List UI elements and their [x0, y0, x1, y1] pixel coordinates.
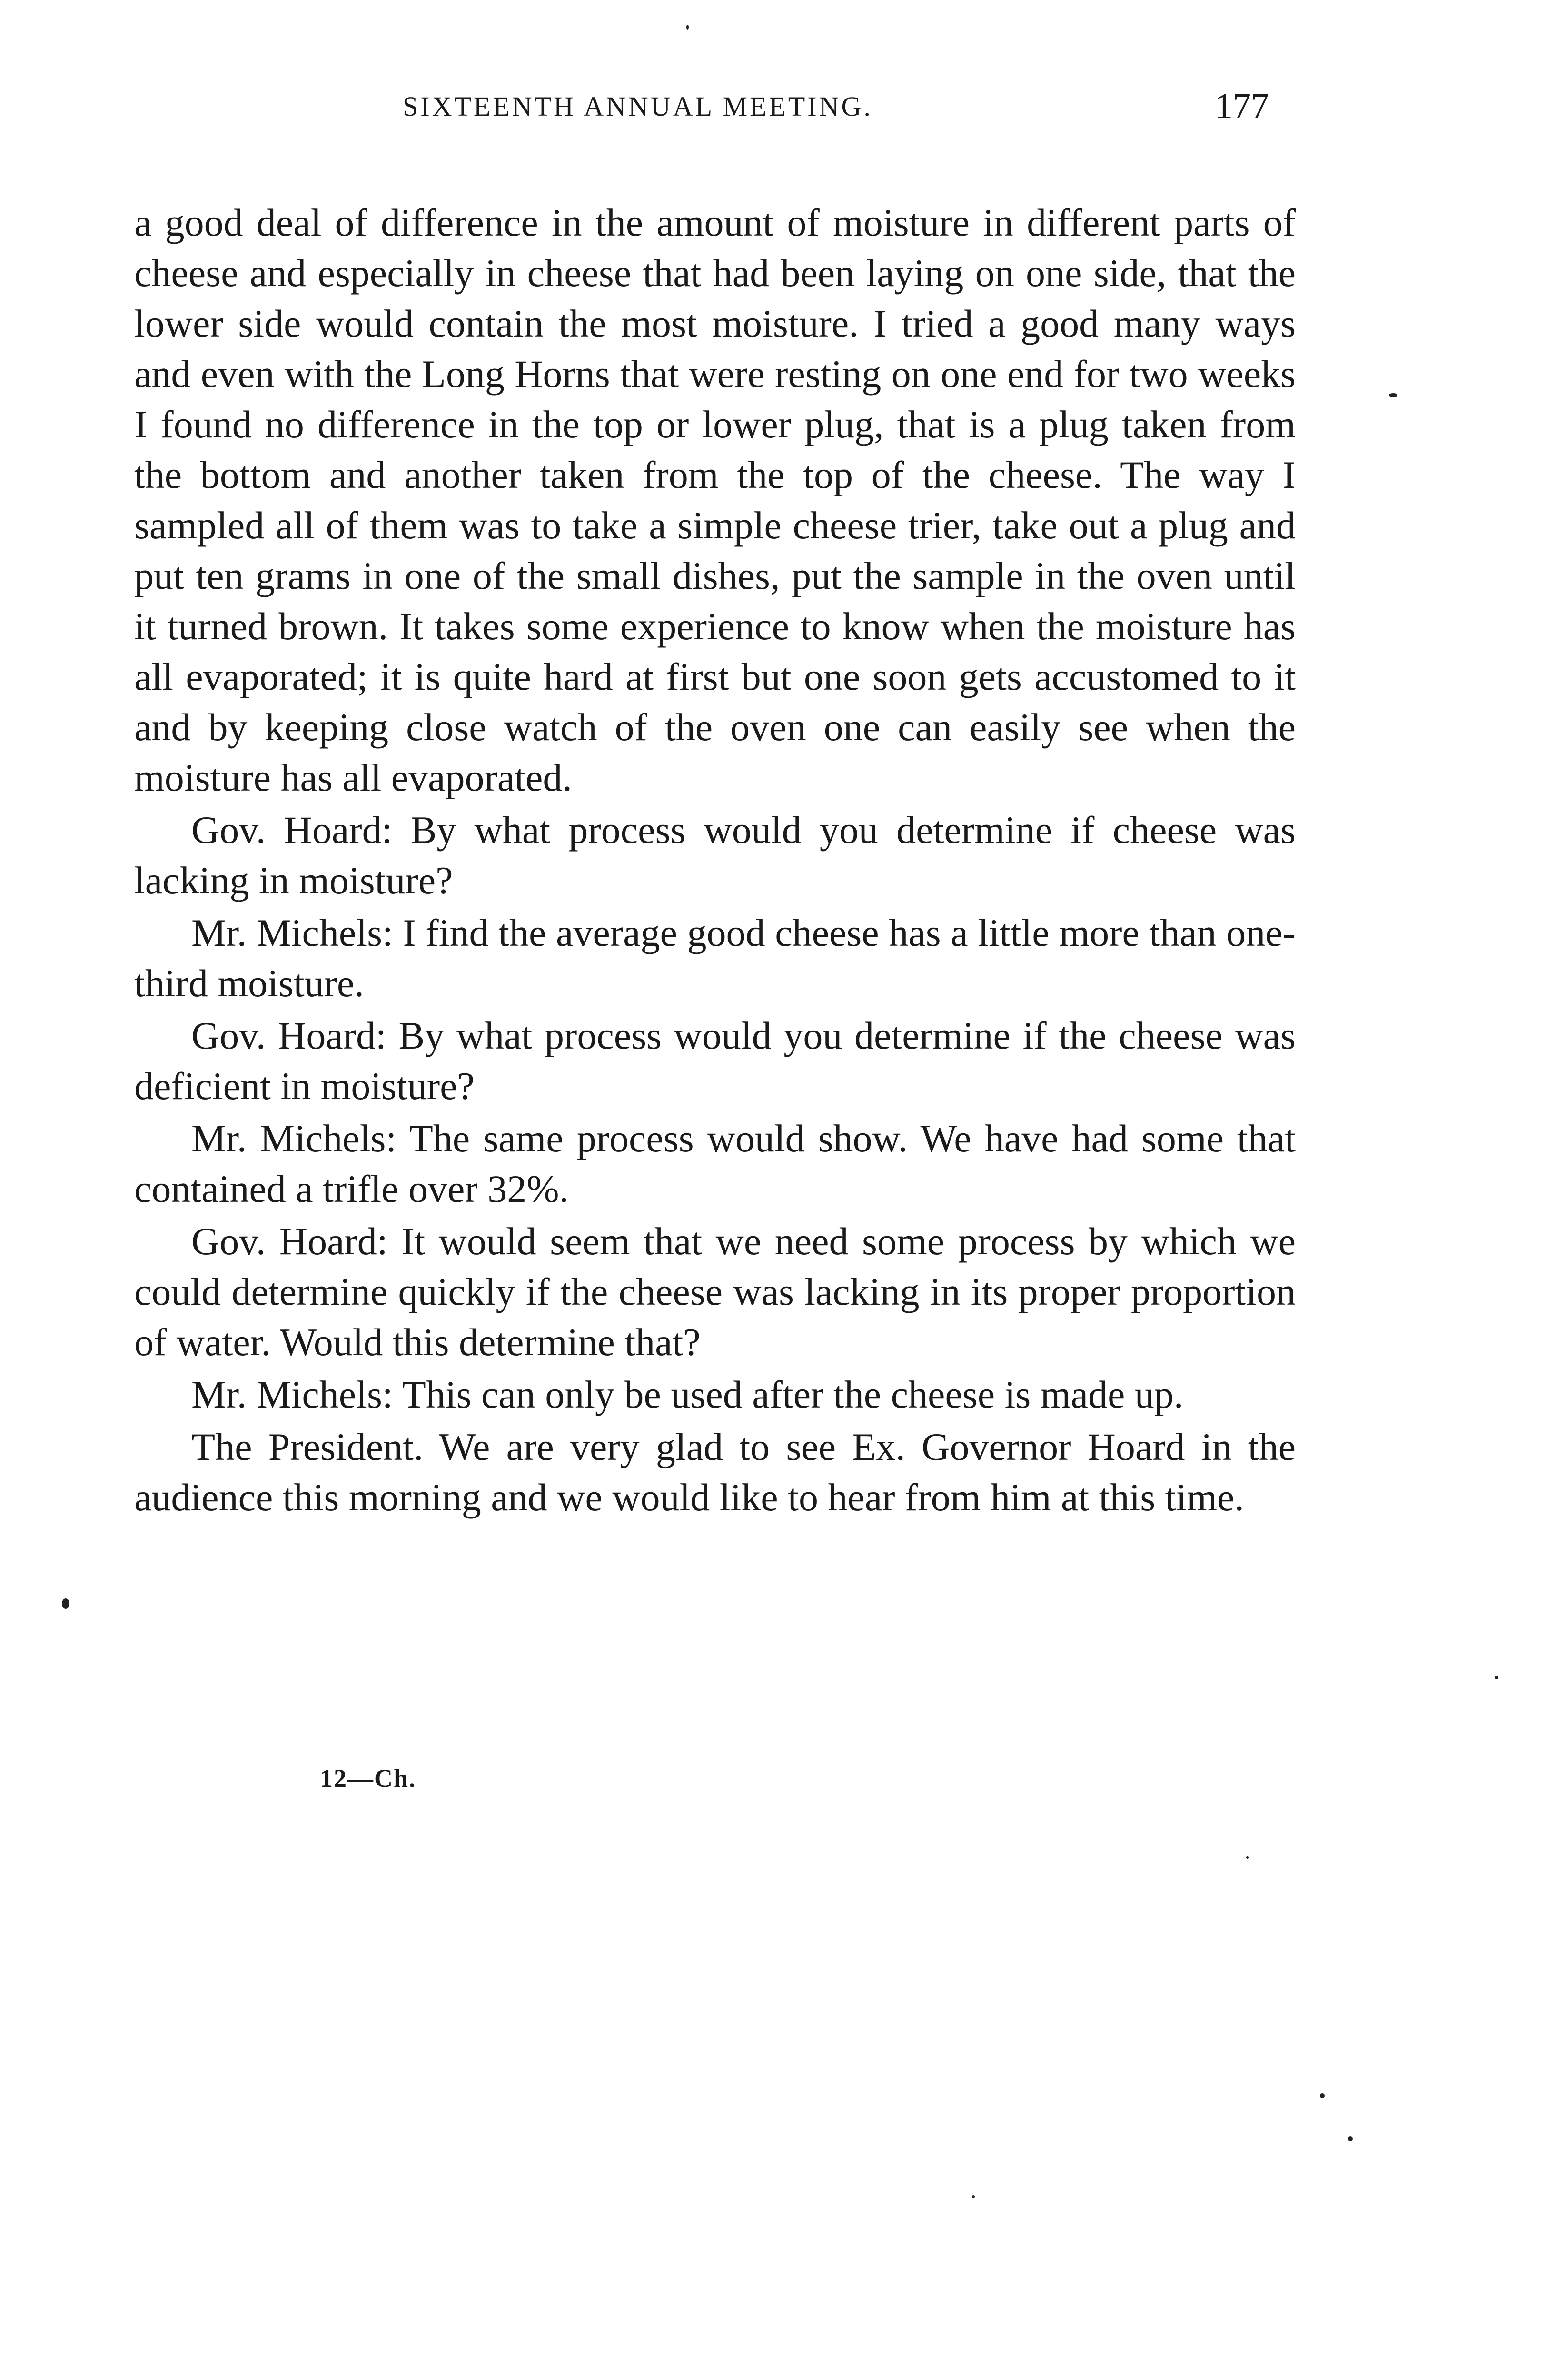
body-text — [134, 198, 1296, 1525]
scan-speck — [686, 25, 689, 30]
scan-speck — [1246, 1856, 1249, 1859]
running-head: SIXTEENTH ANNUAL MEETING. — [403, 91, 873, 122]
scan-speck — [972, 2195, 975, 2198]
paragraph-president: The President. We are very glad to see Ex. Governor Hoard in the audience this morning and we would like to hear from him at this time. — [134, 1425, 1296, 1519]
page-number: 177 — [1215, 86, 1269, 126]
scan-speck — [1320, 2093, 1325, 2098]
signature-mark: 12—Ch. — [320, 1764, 416, 1793]
scan-speck — [1495, 1676, 1498, 1679]
paragraph-michels-answer-3: Mr. Michels: This can only be used after the cheese is made up. — [191, 1373, 1184, 1416]
paragraph-continuation: a good deal of difference in the amount of moisture in different parts of cheese and especially in cheese that had been laying on one side, that the lower side would contain the most moisture. I tried a good many ways and even with the Long Horns that were resting on one end for two weeks I found no difference in the top or lower plug, that is a plug taken from the bottom and another taken from the top of the cheese. The way I sampled all of them was to take a simple cheese trier, take out a plug and put ten grams in one of the small dishes, put the sample in the oven until it turned brown. It takes some experience to know when the moisture has all evaporated; it is quite hard at first but one soon gets accustomed to it and by keeping close watch of the oven one can easily see when the moisture has all evaporated. — [134, 201, 1296, 799]
paragraph-michels-answer-1: Mr. Michels: I find the average good cheese has a little more than one-third moisture. — [134, 911, 1296, 1005]
paragraph-hoard-question-1: Gov. Hoard: By what process would you determine if cheese was lacking in moisture? — [134, 808, 1296, 902]
paragraph-michels-answer-2: Mr. Michels: The same process would show. We have had some that contained a trifle over 32%. — [134, 1117, 1296, 1210]
paragraph-hoard-question-3: Gov. Hoard: It would seem that we need some process by which we could determine quickly if the cheese was lacking in its proper proportion of water. Would this determine that? — [134, 1220, 1296, 1364]
scan-speck — [62, 1598, 69, 1609]
scan-speck — [1389, 393, 1397, 397]
paragraph-hoard-question-2: Gov. Hoard: By what process would you determine if the cheese was deficient in moisture? — [134, 1014, 1296, 1108]
scan-speck — [1348, 2136, 1353, 2141]
